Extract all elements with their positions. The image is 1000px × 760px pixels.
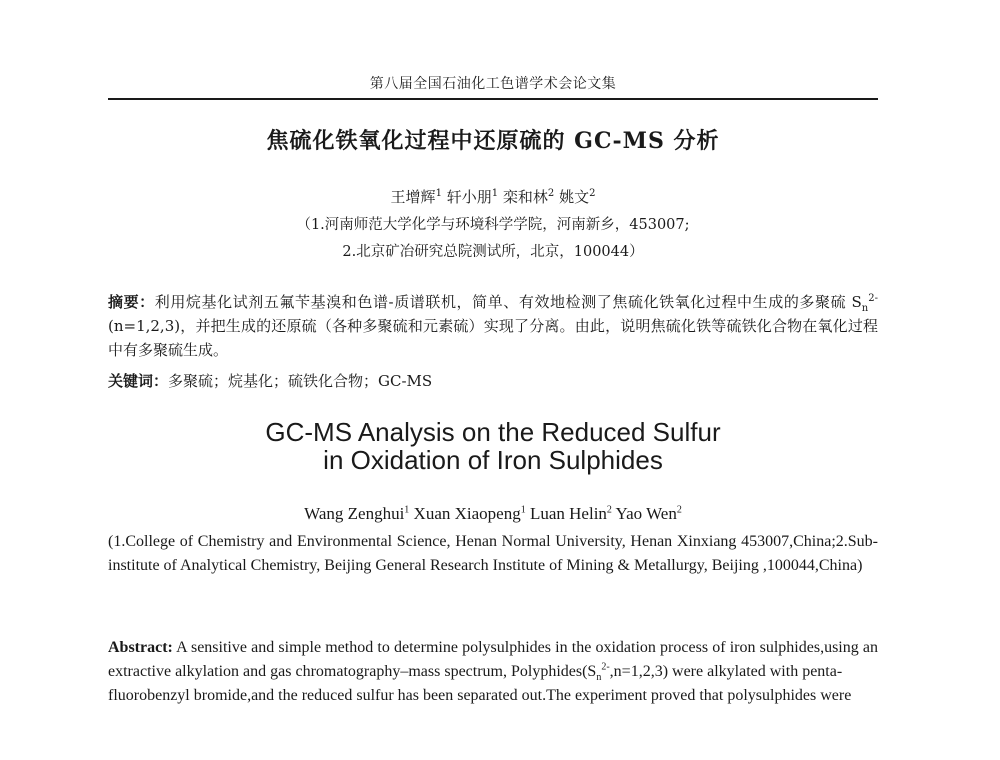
cn-abstract: [108, 290, 878, 362]
en-affiliation: (1.College of Chemistry and Environmental Science, Henan Normal University, Henan Xinxiang 453007,China;2.Sub-institute of Analytical Chemistry, Beijing General Research Institute of Mining & Metallurgy, Beijing ,100044,China): [108, 533, 878, 574]
en-author: Wang Zenghui: [304, 504, 405, 523]
en-title-line-2: in Oxidation of Iron Sulphides: [323, 445, 663, 475]
cn-author-affil-mark: 1: [491, 188, 499, 199]
en-abstract-paragraph-2: fluorobenzyl bromide,and the reduced sulfur has been separated out.The experiment proved that polysulphides were: [108, 687, 852, 704]
en-author: Luan Helin: [529, 504, 607, 523]
en-author-affil-mark: 1: [404, 504, 410, 516]
running-header: 第八届全国石油化工色谱学术会论文集: [369, 76, 617, 92]
cn-abstract-text-1: 利用烷基化试剂五氟苄基溴和色谱-质谱联机，简单、有效地检测了焦硫化铁氧化过程中生成的多聚硫 S: [154, 293, 862, 311]
cn-author-list: [108, 186, 878, 207]
en-author-list: [108, 504, 878, 524]
cn-author: 轩小朋: [446, 188, 492, 206]
en-abstract-colon: :: [167, 639, 173, 656]
cn-title: 焦硫化铁氧化过程中还原硫的 GC-MS 分析: [266, 128, 720, 154]
header-rule: [108, 98, 878, 100]
en-title-line-1: GC-MS Analysis on the Reduced Sulfur: [265, 417, 721, 447]
en-abstract-text-1: A sensitive and simple method to determine polysulphides in the oxidation process of iron sulphides,using an extractive alkylation and gas chromatography–mass spectrum, Polyphides(S: [108, 639, 878, 680]
cn-affiliation-line-1: （1.河南师范大学化学与环境科学学院，河南新乡，453007;: [296, 217, 690, 233]
en-abstract: [108, 636, 878, 708]
en-author-affil-mark: 2: [676, 504, 682, 516]
cn-author: 王增辉: [390, 188, 436, 206]
cn-abstract-superscript: 2-: [868, 293, 878, 304]
en-author: Xuan Xiaopeng: [413, 504, 521, 523]
cn-keywords: [108, 370, 878, 391]
en-abstract-paragraph-1: [108, 636, 878, 684]
cn-author: 栾和林: [502, 188, 548, 206]
cn-keywords-text: 多聚硫；烷基化；硫铁化合物；GC-MS: [168, 372, 433, 390]
cn-affiliation-line-2: 2.北京矿冶研究总院测试所，北京，100044）: [342, 244, 644, 260]
en-author: Yao Wen: [615, 504, 677, 523]
cn-abstract-text-2: (n=1,2,3)，并把生成的还原硫（各种多聚硫和元素硫）实现了分离。由此，说明焦硫化铁等硫铁化合物在氧化过程中有多聚硫生成。: [108, 317, 878, 359]
cn-author-affil-mark: 1: [435, 188, 442, 199]
cn-author: 姚文: [559, 188, 590, 206]
en-title: [108, 418, 878, 474]
en-author-affil-mark: 2: [606, 504, 612, 516]
en-abstract-superscript: 2-: [601, 661, 610, 673]
en-author-affil-mark: 1: [520, 504, 526, 516]
cn-abstract-label: 摘要：: [108, 293, 155, 311]
cn-author-affil-mark: 2: [547, 188, 555, 199]
en-abstract-text-2: ,n=1,2,3) were alkylated with penta-: [609, 663, 843, 680]
en-abstract-subscript: n: [596, 672, 602, 684]
cn-author-affil-mark: 2: [589, 188, 596, 199]
cn-abstract-subscript: n: [861, 303, 869, 314]
cn-keywords-label: 关键词：: [108, 372, 169, 390]
en-abstract-label: Abstract: [108, 639, 168, 656]
